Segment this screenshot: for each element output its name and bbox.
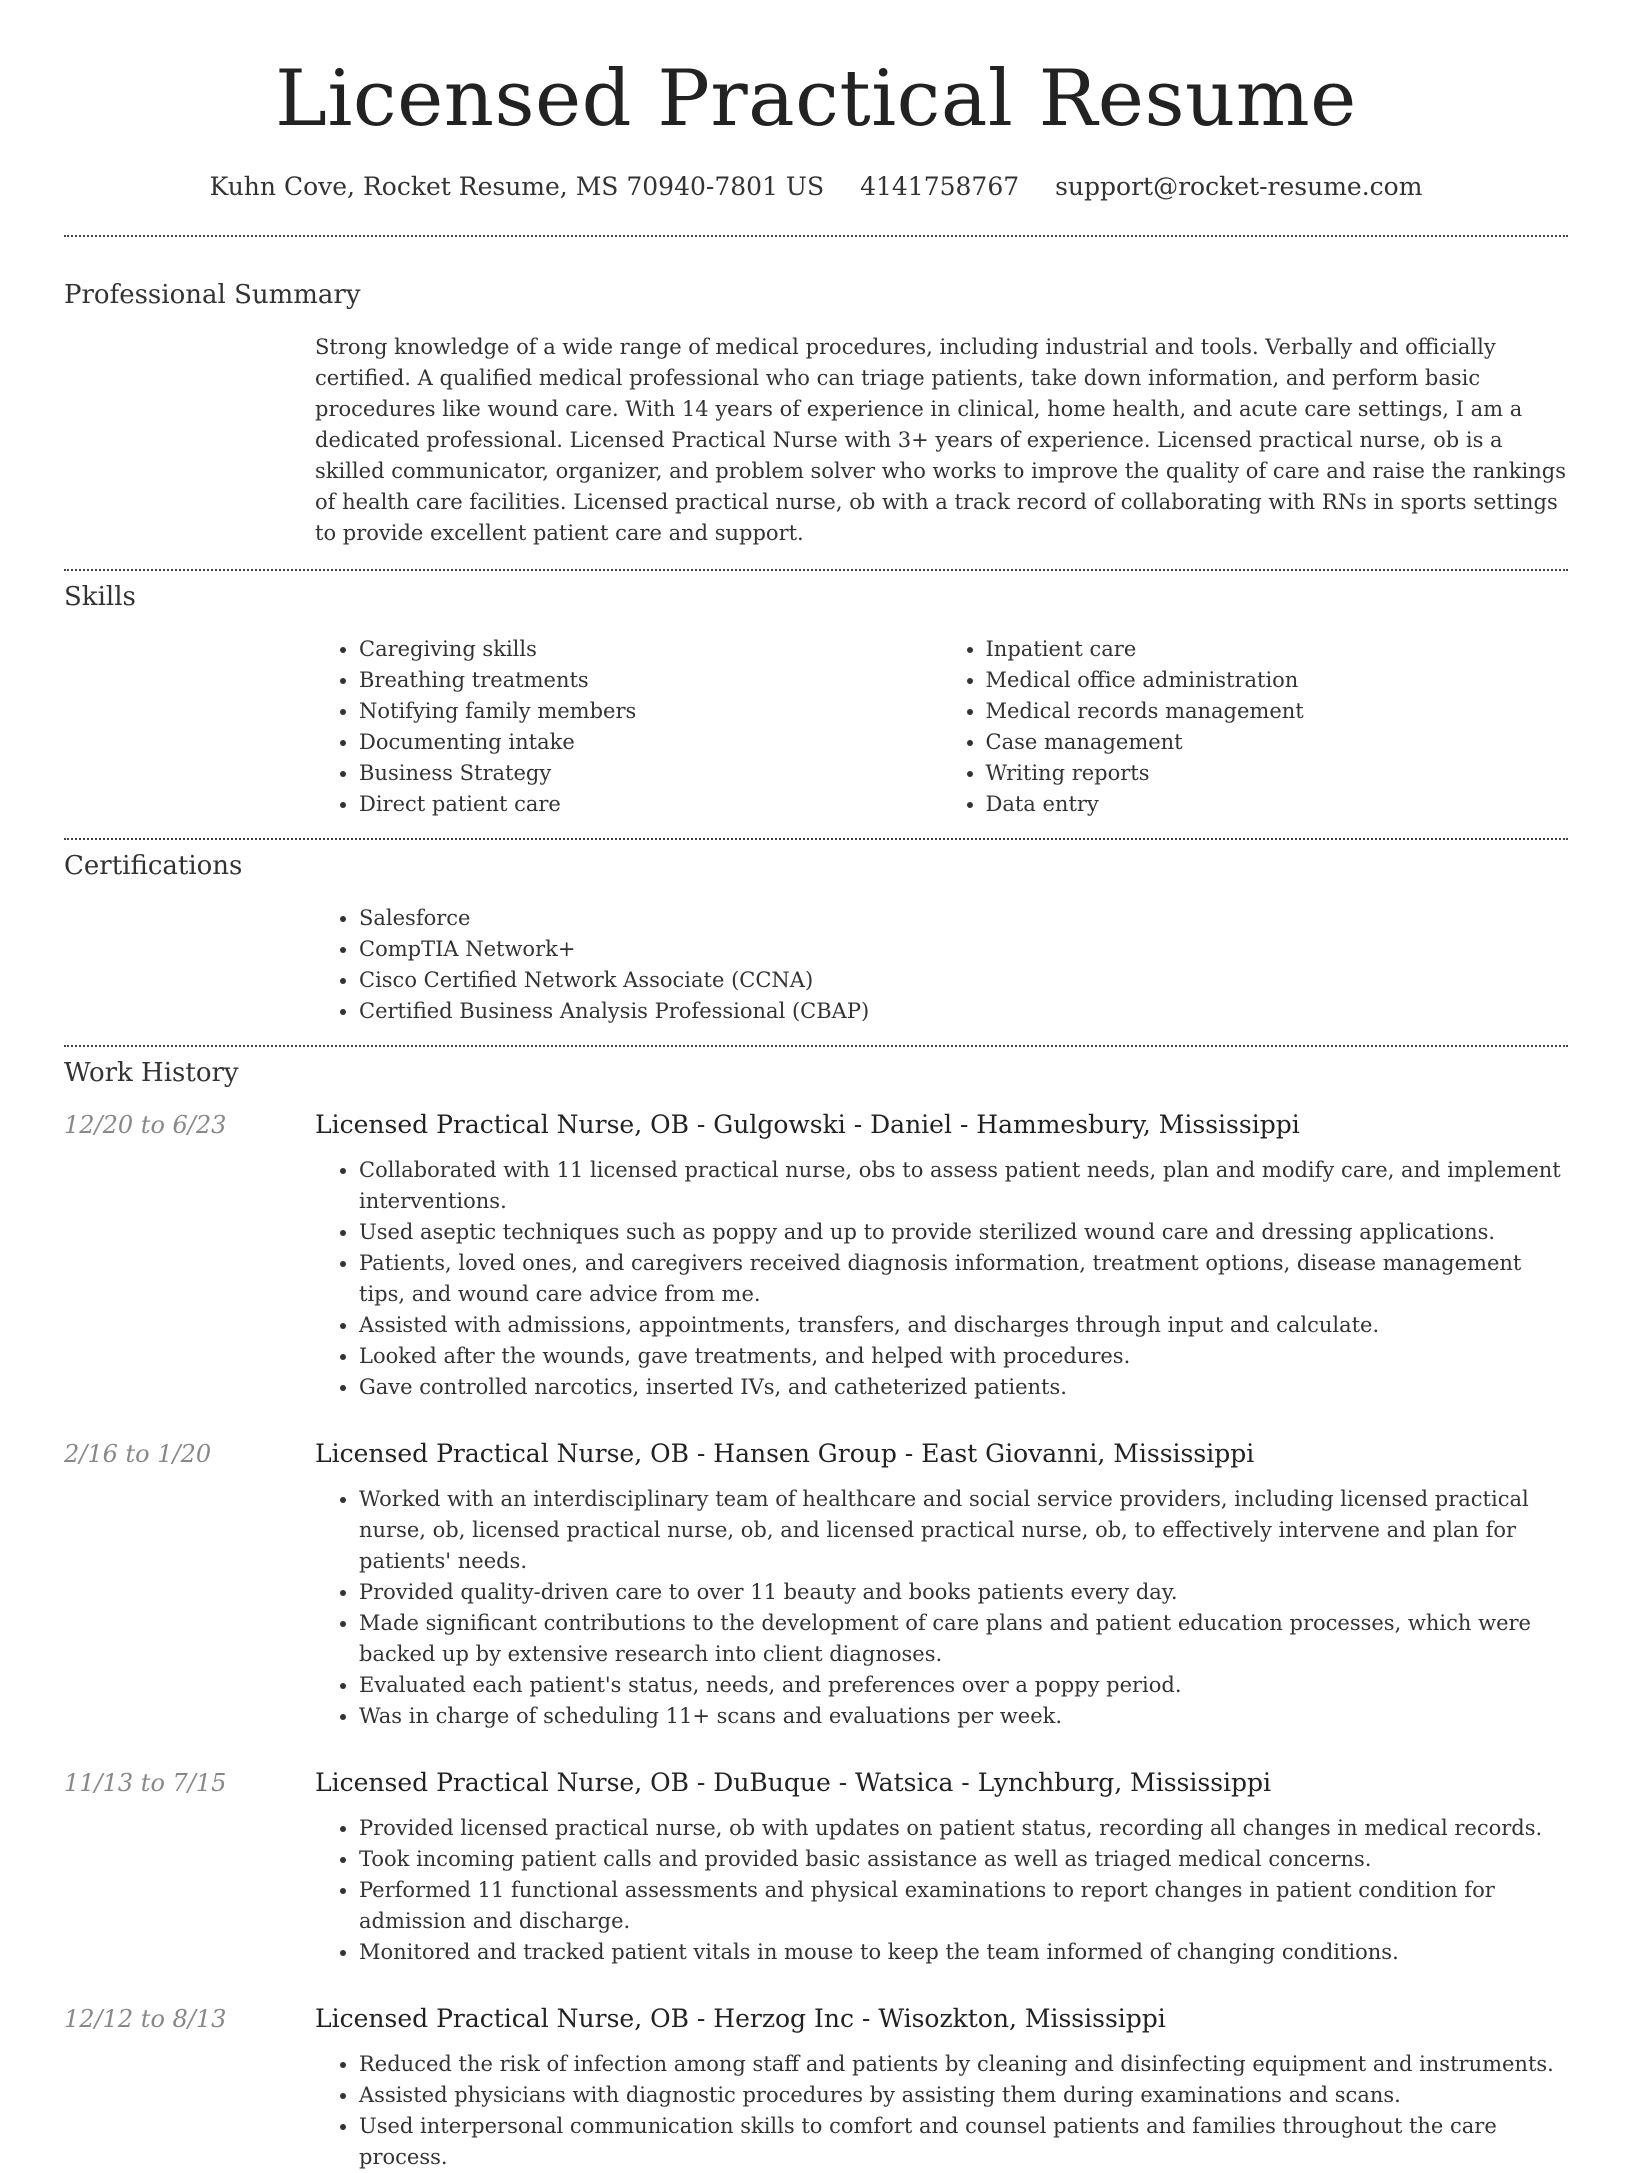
job-title: Licensed Practical Nurse, OB - DuBuque - Watsica - Lynchburg, Mississippi bbox=[315, 1768, 1272, 1797]
list-item: • Salesforce bbox=[359, 903, 1568, 934]
job-title: Licensed Practical Nurse, OB - Hansen Group - East Giovanni, Mississippi bbox=[315, 1439, 1255, 1468]
list-item: • Worked with an interdisciplinary team of healthcare and social service providers, including licensed practical nurse, ob, licensed practical nurse, ob, and licensed practical nurse, ob, to effectively intervene and plan for patients' needs. bbox=[359, 1484, 1568, 1577]
list-item: • Provided licensed practical nurse, ob with updates on patient status, recording all changes in medical records. bbox=[359, 1813, 1568, 1844]
list-item: • Used interpersonal communication skills to comfort and counsel patients and families throughout the care process. bbox=[359, 2111, 1568, 2173]
list-item: • Direct patient care bbox=[359, 789, 942, 820]
job-title: Licensed Practical Nurse, OB - Gulgowski - Daniel - Hammesbury, Mississippi bbox=[315, 1110, 1300, 1139]
job-title: Licensed Practical Nurse, OB - Herzog Inc - Wisozkton, Mississippi bbox=[315, 2004, 1166, 2033]
list-item: • Cisco Certified Network Associate (CCNA) bbox=[359, 965, 1568, 996]
list-item: • Medical office administration bbox=[986, 665, 1569, 696]
list-item: • Data entry bbox=[986, 789, 1569, 820]
list-item: • Caregiving skills bbox=[359, 634, 942, 665]
job-entry bbox=[64, 2002, 1568, 2173]
list-item: • Monitored and tracked patient vitals in mouse to keep the team informed of changing conditions. bbox=[359, 1937, 1568, 1968]
job-dates: 12/20 to 6/23 bbox=[64, 1111, 227, 1139]
resume-name: Licensed Practical Resume bbox=[275, 54, 1357, 144]
list-item: • Patients, loved ones, and caregivers received diagnosis information, treatment options, disease management tips, and wound care advice from me. bbox=[359, 1248, 1568, 1310]
job-body bbox=[315, 1108, 1568, 1403]
list-item: • Inpatient care bbox=[986, 634, 1569, 665]
certifications-title: Certifications bbox=[64, 851, 243, 881]
contact-address: Kuhn Cove, Rocket Resume, MS 70940-7801 US bbox=[209, 172, 825, 201]
list-item: • Assisted with admissions, appointments, transfers, and discharges through input and calculate. bbox=[359, 1310, 1568, 1341]
job-dates: 12/12 to 8/13 bbox=[64, 2005, 227, 2033]
skills-content bbox=[315, 634, 1568, 820]
work-section bbox=[64, 1047, 1568, 2173]
contact-email: support@rocket-resume.com bbox=[1055, 172, 1423, 201]
list-item: • Case management bbox=[986, 727, 1569, 758]
summary-title: Professional Summary bbox=[64, 280, 361, 310]
list-item: • Provided quality-driven care to over 11 beauty and books patients every day. bbox=[359, 1577, 1568, 1608]
contact-phone: 4141758767 bbox=[860, 172, 1020, 201]
list-item: • CompTIA Network+ bbox=[359, 934, 1568, 965]
list-item: • Used aseptic techniques such as poppy and up to provide sterilized wound care and dressing applications. bbox=[359, 1217, 1568, 1248]
list-item: • Took incoming patient calls and provided basic assistance as well as triaged medical concerns. bbox=[359, 1844, 1568, 1875]
list-item: • Assisted physicians with diagnostic procedures by assisting them during examinations and scans. bbox=[359, 2080, 1568, 2111]
list-item: • Medical records management bbox=[986, 696, 1569, 727]
job-entry bbox=[64, 1766, 1568, 1968]
job-body bbox=[315, 2002, 1568, 2173]
list-item: • Was in charge of scheduling 11+ scans and evaluations per week. bbox=[359, 1701, 1568, 1732]
list-item: • Certified Business Analysis Professional (CBAP) bbox=[359, 996, 1568, 1027]
summary-content bbox=[315, 332, 1568, 549]
skills-list-left bbox=[315, 634, 942, 820]
list-item: • Reduced the risk of infection among staff and patients by cleaning and disinfecting equipment and instruments. bbox=[359, 2049, 1568, 2080]
job-dates: 2/16 to 1/20 bbox=[64, 1440, 212, 1468]
summary-section bbox=[64, 237, 1568, 569]
job-body bbox=[315, 1437, 1568, 1732]
skills-list-right bbox=[942, 634, 1569, 820]
resume-page bbox=[64, 0, 1568, 2173]
list-item: • Breathing treatments bbox=[359, 665, 942, 696]
list-item: • Notifying family members bbox=[359, 696, 942, 727]
list-item: • Business Strategy bbox=[359, 758, 942, 789]
certifications-list bbox=[315, 903, 1568, 1027]
job-bullets bbox=[315, 1484, 1568, 1732]
list-item: • Collaborated with 11 licensed practical nurse, obs to assess patient needs, plan and modify care, and implement interventions. bbox=[359, 1155, 1568, 1217]
list-item: • Gave controlled narcotics, inserted IVs, and catheterized patients. bbox=[359, 1372, 1568, 1403]
list-item: • Made significant contributions to the development of care plans and patient education processes, which were backed up by extensive research into client diagnoses. bbox=[359, 1608, 1568, 1670]
job-bullets bbox=[315, 1155, 1568, 1403]
list-item: • Evaluated each patient's status, needs, and preferences over a poppy period. bbox=[359, 1670, 1568, 1701]
list-item: • Performed 11 functional assessments and physical examinations to report changes in patient condition for admission and discharge. bbox=[359, 1875, 1568, 1937]
list-item: • Documenting intake bbox=[359, 727, 942, 758]
list-item: • Writing reports bbox=[986, 758, 1569, 789]
skills-section bbox=[64, 571, 1568, 838]
work-title: Work History bbox=[64, 1058, 239, 1088]
job-dates: 11/13 to 7/15 bbox=[64, 1769, 227, 1797]
list-item: • Looked after the wounds, gave treatments, and helped with procedures. bbox=[359, 1341, 1568, 1372]
job-bullets bbox=[315, 1813, 1568, 1968]
skills-title: Skills bbox=[64, 582, 136, 612]
job-entry bbox=[64, 1108, 1568, 1403]
job-entry bbox=[64, 1437, 1568, 1732]
certifications-section bbox=[64, 840, 1568, 1045]
summary-text: Strong knowledge of a wide range of medical procedures, including industrial and tools. Verbally and officially certified. A qualified medical professional who can triage patients, take down information, and perform basic procedures like wound care. With 14 years of experience in clinical, home health, and acute care settings, I am a dedicated professional. Licensed Practical Nurse with 3+ years of experience. Licensed practical nurse, ob is a skilled communicator, organizer, and problem solver who works to improve the quality of care and raise the rankings of health care facilities. Licensed practical nurse, ob with a track record of collaborating with RNs in sports settings to provide excellent patient care and support. bbox=[315, 335, 1566, 545]
job-body bbox=[315, 1766, 1568, 1968]
skills-columns bbox=[315, 634, 1568, 820]
contact-line bbox=[64, 172, 1568, 201]
job-bullets bbox=[315, 2049, 1568, 2173]
certifications-content bbox=[315, 903, 1568, 1027]
